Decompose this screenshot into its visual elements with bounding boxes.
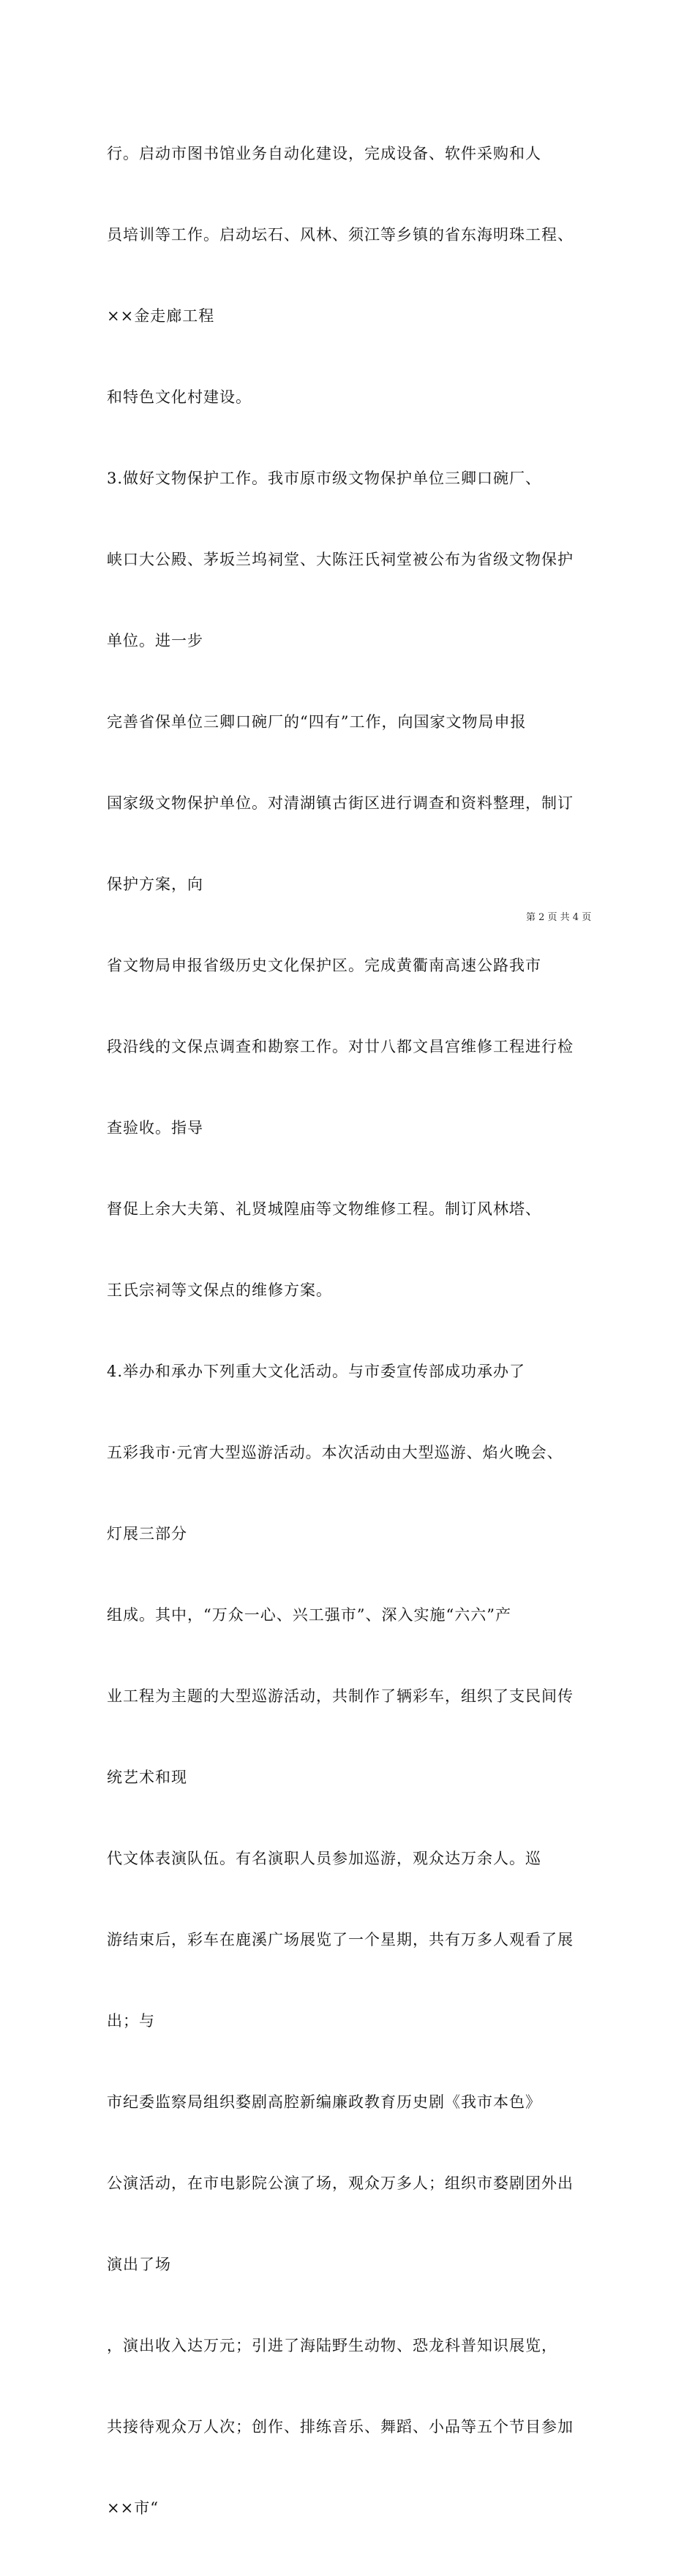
text-line: 代文体表演队伍。有名演职人员参加巡游，观众达万余人。巡 <box>107 1850 541 1867</box>
document-body <box>107 86 604 2576</box>
text-line: 共接待观众万人次；创作、排练音乐、舞蹈、小品等五个节目参加 <box>107 2418 574 2436</box>
text-line: 保护方案，向 <box>107 875 203 893</box>
text-line: 员培训等工作。启动坛石、风林、须江等乡镇的省东海明珠工程、 <box>107 226 574 244</box>
text-line: 游结束后，彩车在鹿溪广场展览了一个星期，共有万多人观看了展 <box>107 1931 574 1948</box>
text-line: 督促上余大夫第、礼贤城隍庙等文物维修工程。制订风林塔、 <box>107 1200 541 1218</box>
text-line: ，演出收入达万元；引进了海陆野生动物、恐龙科普知识展览， <box>107 2337 557 2354</box>
text-line: 完善省保单位三卿口碗厂的“四有”工作，向国家文物局申报 <box>107 713 527 731</box>
text-line: 单位。进一步 <box>107 632 203 649</box>
text-line: ××市“ <box>107 2499 159 2517</box>
text-line: 出；与 <box>107 2012 155 2030</box>
text-line: 段沿线的文保点调查和勘察工作。对廿八都文昌宫维修工程进行检 <box>107 1038 574 1055</box>
text-line: 行。启动市图书馆业务自动化建设，完成设备、软件采购和人 <box>107 145 541 162</box>
text-line: 查验收。指导 <box>107 1119 203 1137</box>
text-line: 演出了场 <box>107 2256 171 2273</box>
text-line: 峡口大公殿、茅坂兰坞祠堂、大陈汪氏祠堂被公布为省级文物保护 <box>107 551 574 568</box>
text-line: 公演活动，在市电影院公演了场，观众万多人；组织市婺剧团外出 <box>107 2174 574 2192</box>
page-number-footer: 第 2 页 共 4 页 <box>526 912 592 923</box>
text-line: 4.举办和承办下列重大文化活动。与市委宣传部成功承办了 <box>107 1363 526 1380</box>
text-line: 省文物局申报省级历史文化保护区。完成黄衢南高速公路我市 <box>107 957 541 974</box>
text-line: 王氏宗祠等文保点的维修方案。 <box>107 1281 332 1299</box>
text-line: 3.做好文物保护工作。我市原市级文物保护单位三卿口碗厂、 <box>107 470 542 487</box>
text-line: 国家级文物保护单位。对清湖镇古街区进行调查和资料整理，制订 <box>107 794 574 812</box>
text-line: ××金走廊工程 <box>107 307 215 325</box>
text-line: 市纪委监察局组织婺剧高腔新编廉政教育历史剧《我市本色》 <box>107 2093 541 2111</box>
body-text <box>107 86 604 2576</box>
text-line: 五彩我市·元宵大型巡游活动。本次活动由大型巡游、焰火晚会、 <box>107 1444 563 1461</box>
text-line: 灯展三部分 <box>107 1525 187 1543</box>
text-line: 业工程为主题的大型巡游活动，共制作了辆彩车，组织了支民间传 <box>107 1687 574 1705</box>
text-line: 统艺术和现 <box>107 1769 187 1786</box>
text-line: 组成。其中，“万众一心、兴工强市”、深入实施“六六”产 <box>107 1606 511 1624</box>
text-line: 和特色文化村建设。 <box>107 388 252 406</box>
